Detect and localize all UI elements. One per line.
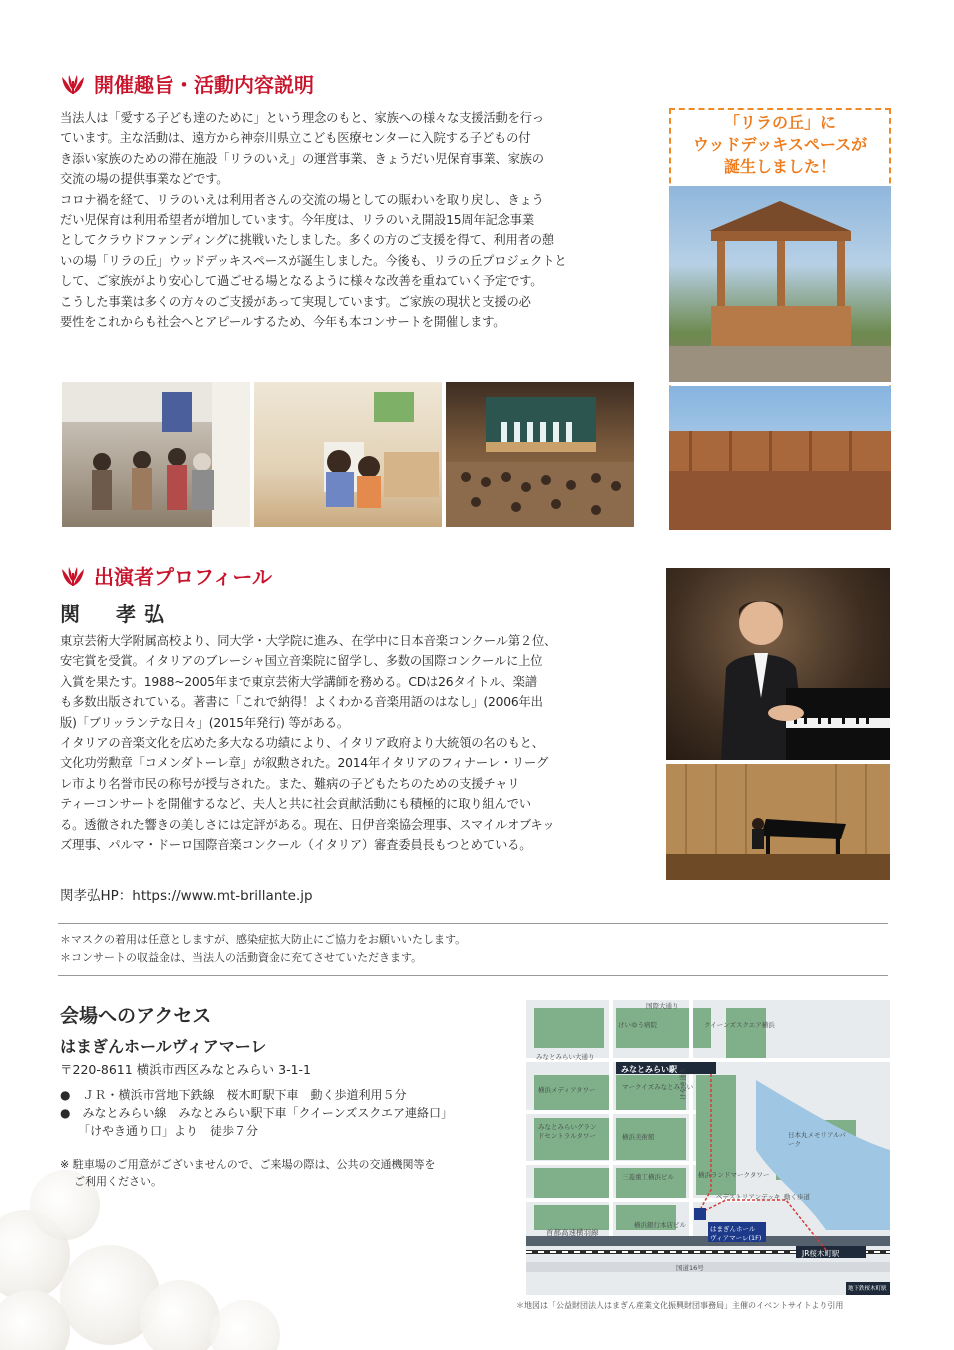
lotus-icon [60,565,86,587]
map-label: 横浜銀行本店ビル [634,1221,686,1229]
venue-address: 〒220-8611 横浜市西区みなとみらい 3-1-1 [60,1062,312,1077]
lotus-icon [60,73,86,95]
purpose-line: いの場「リラの丘」ウッドデッキスペースが誕生しました。今後も、リラの丘プロジェクトと [60,253,567,268]
purpose-paragraph [60,108,650,332]
section-title-text: 出演者プロフィール [94,565,272,589]
divider-bottom [58,975,888,976]
route-minatomirai-cont: 「けやき通り口」より 徒歩７分 [78,1124,259,1138]
homepage-link[interactable]: 関孝弘HP：https://www.mt-brillante.jp [60,888,313,904]
parking-line: ※ 駐車場のご用意がございませんので、ご来場の際は、公共の交通機関等を [60,1158,436,1171]
purpose-line: としてクラウドファンディングに挑戦いたしました。多くの方のご支援を得て、利用者の憩 [60,233,554,248]
map-label: 横浜美術館 [622,1133,655,1141]
map-label: ペデストリアンデッキ [716,1193,781,1201]
parking-note [60,1156,436,1190]
access-routes [60,1086,453,1140]
map-label: 日本丸メモリアルパーク [788,1131,846,1148]
map-label: 横浜メディアタワー [538,1086,596,1094]
map-label: マークイズみなとみらい [622,1083,694,1091]
purpose-line: ています。主な活動は、遠方から神奈川県立こども医療センターに入院する子どもの付 [60,131,531,146]
venue-name: はまぎんホールヴィアマーレ [60,1037,267,1056]
photo-performer-portrait [666,568,890,760]
photo-concert-hall [446,382,634,527]
notes [60,931,466,967]
performer-name: 関 孝弘 [60,602,172,626]
purpose-line: 当法人は「愛する子ども達のために」という理念のもと、家族への様々な支援活動を行っ [60,111,544,125]
profile-line: 版)「ブリッランテな日々」(2015年発行) 等がある。 [60,715,349,730]
callout-line: ウッドデッキスペースが [692,135,868,154]
photo-performer-stage [666,764,890,880]
photo-family-illustration [62,382,250,527]
map-label: みなとみらいグランドセントラルタワー [538,1123,597,1140]
map-label: 地下鉄桜木町駅 [848,1286,887,1292]
map-label: 横浜ランドマークタワー [698,1171,770,1179]
map-label: 国際大通り [646,1002,679,1010]
access-map[interactable] [526,1000,890,1295]
profile-line: 東京芸術大学附属高校より、同大学・大学院に進み、在学中に日本音楽コンクール第２位、 [60,634,557,648]
photo-wood-deck [669,386,891,530]
deck-illustration [669,386,891,530]
section-title-purpose [60,69,314,98]
profile-line: 文化功労勲章「コメンダトーレ章」が叙勲された。2014年イタリアのフィナーレ・リーグ [60,756,549,771]
access-title: 会場へのアクセス [60,1005,212,1027]
map-credit: ＊地図は「公益財団法人はまぎん産業文化振興財団事務局」主催のイベントサイトより引用 [516,1301,844,1310]
map-label: 動く歩道 [784,1193,810,1201]
profile-line: ティーコンサートを開催するなど、夫人と共に社会貢献活動にも積極的に取り組んでい [60,797,531,812]
map-label: 三菱重工横浜ビル [622,1173,674,1181]
photo-childcare [254,382,442,527]
portrait-illustration [666,568,890,760]
profile-line: 入賞を果たす。1988~2005年まで東京芸術大学講師を務める。CDは26タイトル、楽譜 [60,674,537,689]
map-label: はまぎんホール [710,1225,756,1233]
callout-line: 「リラの丘」に [723,113,836,132]
purpose-line: して、ご家族がより安心して過ごせる場となるように様々な改善を重ねていく予定です。 [60,274,543,289]
divider-top [58,923,888,924]
map-label: けいゆう病院 [618,1021,657,1029]
wood-deck-callout [669,108,891,530]
profile-line: イタリアの音楽文化を広めた多大なる功績により、イタリア政府より大統領の名のもと、 [60,735,544,750]
map-label: けやき通り [679,1067,687,1100]
profile-paragraph [60,631,650,855]
photo-gazebo [669,186,891,382]
route-minatomirai: ● みなとみらい線 みなとみらい駅下車「クイーンズスクエア連絡口」 [60,1106,454,1120]
map-label: JR桜木町駅 [802,1249,840,1258]
map-label: みなとみらい駅 [621,1065,677,1074]
purpose-line: 要性をこれからも社会へとアピールするため、今年も本コンサートを開催します。 [60,314,506,329]
stage-illustration [666,764,890,880]
profile-line: る。透徹された響きの美しさには定評がある。現在、日伊音楽協会理事、スマイルオブキッ [60,817,555,832]
purpose-line: コロナ禍を経て、リラのいえは利用者さんの交流の場としての賑わいを取り戻し、きょう [60,192,544,207]
gazebo-illustration [669,186,891,382]
purpose-line: 交流の場の提供事業などです。 [60,172,229,187]
map-label: みなとみらい大通り [536,1053,595,1061]
route-jr: ● ＪＲ・横浜市営地下鉄線 桜木町駅下車 動く歩道利用５分 [60,1088,407,1102]
note-proceeds: ＊コンサートの収益金は、当法人の活動資金に充てさせていただきます。 [60,951,423,964]
callout-title [671,112,889,178]
map-label: 国道16号 [676,1264,704,1272]
callout-line: 誕生しました！ [723,157,836,176]
map-label: 首都高速横羽線 [546,1228,599,1237]
purpose-line: だい児保育は利用希望者が増加しています。今年度は、リラのいえ開設15周年記念事業 [60,212,534,227]
photo-concert-illustration [446,382,634,527]
section-title-profile [60,561,272,590]
parking-line: ご利用ください。 [74,1175,162,1188]
map-label: ヴィアマーレ(1F) [710,1234,762,1242]
profile-line: ズ理事、パルマ・ドーロ国際音楽コンクール（イタリア）審査委員長もつとめている。 [60,837,532,852]
photo-family-gathering [62,382,250,527]
note-mask: ＊マスクの着用は任意としますが、感染症拡大防止にご協力をお願いいたします。 [60,933,467,946]
section-title-text: 開催趣旨・活動内容説明 [94,73,314,97]
photo-childcare-illustration [254,382,442,527]
profile-line: も多数出版されている。著書に「これで納得！よくわかる音楽用語のはなし」(2006年出 [60,695,543,710]
profile-line: レ市より名誉市民の称号が授与された。また、難病の子どもたちのための支援チャリ [60,776,520,791]
purpose-line: き添い家族のための滞在施設「リラのいえ」の運営事業、きょうだい児保育事業、家族の [60,151,544,166]
purpose-line: こうした事業は多くの方々のご支援があって実現しています。ご家族の現状と支援の必 [60,294,531,309]
profile-line: 安宅賞を受賞。イタリアのブレーシャ国立音楽院に留学し、多数の国際コンクールに上位 [60,654,543,669]
map-label: クイーンズスクエア横浜 [704,1021,775,1029]
